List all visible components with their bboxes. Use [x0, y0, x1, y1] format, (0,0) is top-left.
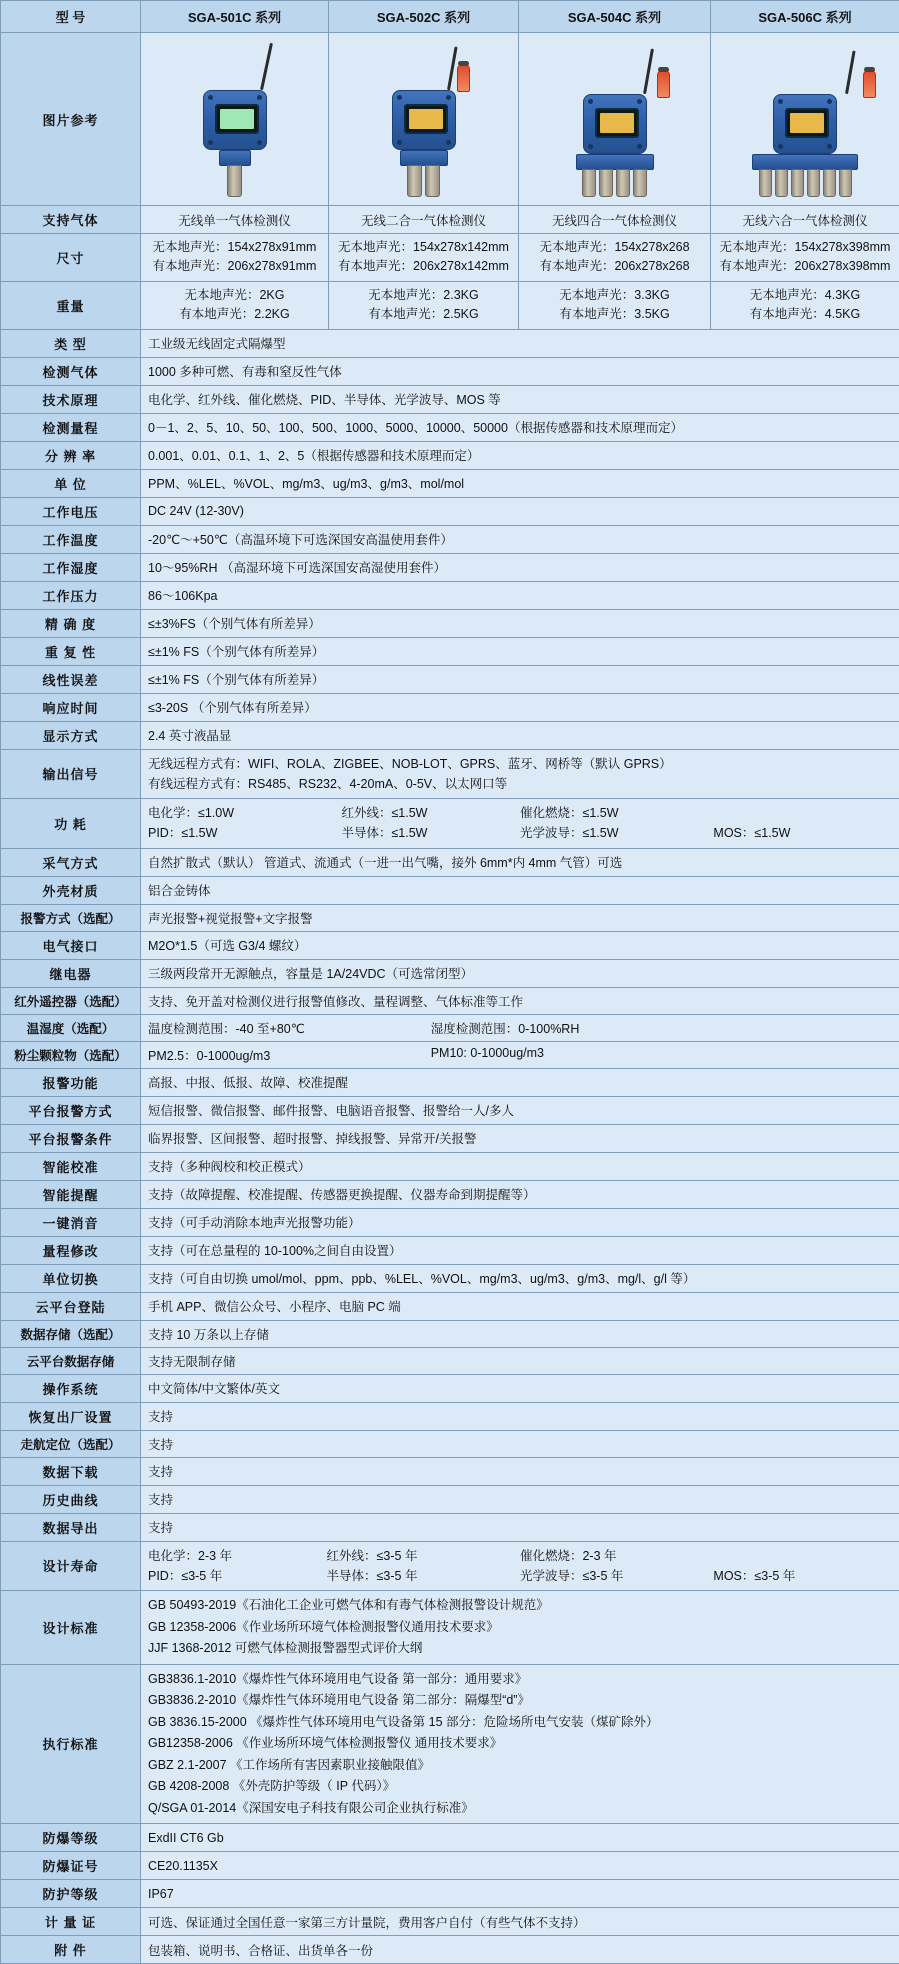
- row-value-resolution: 0.001、0.01、0.1、1、2、5（根据传感器和技术原理而定）: [141, 441, 899, 469]
- row-value-response-time: ≤3-20S （个别气体有所差异）: [141, 693, 899, 721]
- row-value-smart-reminder: 支持（故障提醒、校准提醒、传感器更换提醒、仪器寿命到期提醒等）: [141, 1180, 899, 1208]
- row-label-display: 显示方式: [1, 721, 141, 749]
- row-label-data-export: 数据导出: [1, 1513, 141, 1541]
- row-label-image-reference: 图片参考: [1, 33, 141, 206]
- row-label-relay: 继电器: [1, 959, 141, 987]
- design-standard-line-1: GB 50493-2019《石油化工企业可燃气体和有毒气体检测报警设计规范》: [148, 1595, 892, 1617]
- row-label-alarm-function: 报警功能: [1, 1068, 141, 1096]
- design-standard-line-2: GB 12358-2006《作业场所环境气体检测报警仪通用技术要求》: [148, 1617, 892, 1639]
- table-row-unit: [1, 469, 899, 497]
- header-model-506c: SGA-506C 系列: [711, 1, 899, 33]
- row-label-accuracy: 精 确 度: [1, 609, 141, 637]
- device-image-502c: [329, 33, 519, 206]
- table-row-exec-standard: [1, 1664, 899, 1824]
- row-label-platform-alarm-condition: 平台报警条件: [1, 1124, 141, 1152]
- row-label-response-time: 响应时间: [1, 693, 141, 721]
- row-label-design-life: 设计寿命: [1, 1541, 141, 1591]
- life-pid: PID：≤3-5 年: [148, 1566, 327, 1586]
- device-illustration-501c: [203, 90, 267, 197]
- row-value-linear-error: ≤±1% FS（个别气体有所差异）: [141, 665, 899, 693]
- row-label-metrology-cert: 计 量 证: [1, 1908, 141, 1936]
- device-body: [773, 94, 837, 154]
- table-row-resolution: [1, 441, 899, 469]
- size-501c-line1: 无本地声光：154x278x91mm: [148, 238, 321, 257]
- sensor-probe: [616, 169, 630, 197]
- row-label-power: 功 耗: [1, 799, 141, 849]
- row-value-cloud-storage: 支持无限制存储: [141, 1347, 899, 1374]
- table-row-type: [1, 329, 899, 357]
- power-optical: 光学波导：≤1.5W: [520, 823, 713, 843]
- table-row-cloud-login: [1, 1292, 899, 1320]
- table-row-linear-error: [1, 665, 899, 693]
- life-catalytic: 催化燃烧：2-3 年: [520, 1546, 713, 1566]
- row-label-operating-system: 操作系统: [1, 1374, 141, 1402]
- row-value-technology: 电化学、红外线、催化燃烧、PID、半导体、光学波导、MOS 等: [141, 385, 899, 413]
- size-501c-line2: 有本地声光：206x278x91mm: [148, 257, 321, 276]
- humidity-range: 湿度检测范围：0-100%RH: [431, 1019, 892, 1037]
- row-label-alarm-mode: 报警方式（选配）: [1, 904, 141, 931]
- row-label-exec-standard: 执行标准: [1, 1664, 141, 1824]
- row-value-alarm-function: 高报、中报、低报、故障、校准提醒: [141, 1068, 899, 1096]
- row-value-range: 0－1、2、5、10、50、100、500、1000、5000、10000、50000（根据传感器和技术原理而定）: [141, 413, 899, 441]
- power-line2: [148, 823, 892, 843]
- weight-502c-line1: 无本地声光：2.3KG: [336, 286, 511, 305]
- design-life-line2: [148, 1566, 892, 1586]
- device-manifold: [400, 150, 448, 166]
- table-row-weight: [1, 281, 899, 329]
- antenna-icon: [845, 50, 856, 94]
- row-label-factory-reset: 恢复出厂设置: [1, 1402, 141, 1430]
- sensor-probe: [839, 169, 852, 197]
- support-gas-502c: 无线二合一气体检测仪: [329, 206, 519, 234]
- row-label-data-storage: 数据存储（选配）: [1, 1320, 141, 1347]
- table-row-power: [1, 799, 899, 849]
- row-label-linear-error: 线性误差: [1, 665, 141, 693]
- exec-standard-line-7: Q/SGA 01-2014《深国安电子科技有限公司企业执行标准》: [148, 1798, 892, 1820]
- row-label-resolution: 分 辨 率: [1, 441, 141, 469]
- row-label-range: 检测量程: [1, 413, 141, 441]
- row-value-platform-alarm-mode: 短信报警、微信报警、邮件报警、电脑语音报警、报警给一人/多人: [141, 1096, 899, 1124]
- device-manifold: [752, 154, 858, 170]
- device-body: [392, 90, 456, 150]
- sensor-probe: [759, 169, 772, 197]
- row-label-design-standard: 设计标准: [1, 1591, 141, 1665]
- row-value-accessories: 包装箱、说明书、合格证、出货单各一份: [141, 1936, 899, 1964]
- weight-501c-line2: 有本地声光：2.2KG: [148, 305, 321, 324]
- table-row-work-pressure: [1, 581, 899, 609]
- row-label-smart-calibration: 智能校准: [1, 1152, 141, 1180]
- header-model-label: 型 号: [1, 1, 141, 33]
- table-row-platform-alarm-condition: [1, 1124, 899, 1152]
- row-label-temp-humidity-option: 温湿度（选配）: [1, 1014, 141, 1041]
- row-label-data-download: 数据下载: [1, 1457, 141, 1485]
- row-value-operating-system: 中文简体/中文繁体/英文: [141, 1374, 899, 1402]
- size-504c-line1: 无本地声光：154x278x268: [526, 238, 703, 257]
- exec-standard-line-4: GB12358-2006 《作业场所环境气体检测报警仪 通用技术要求》: [148, 1733, 892, 1755]
- row-label-work-humidity: 工作湿度: [1, 553, 141, 581]
- row-label-ir-remote: 红外遥控器（选配）: [1, 987, 141, 1014]
- device-sensors: [203, 165, 267, 197]
- table-row-smart-reminder: [1, 1180, 899, 1208]
- row-label-explosion-proof-grade: 防爆等级: [1, 1824, 141, 1852]
- row-label-electrical-interface: 电气接口: [1, 931, 141, 959]
- power-catalytic: 催化燃烧：≤1.5W: [520, 803, 713, 823]
- row-value-data-storage: 支持 10 万条以上存储: [141, 1320, 899, 1347]
- design-life-line1: [148, 1546, 892, 1566]
- row-label-work-pressure: 工作压力: [1, 581, 141, 609]
- weight-504c-line1: 无本地声光：3.3KG: [526, 286, 703, 305]
- table-row-data-download: [1, 1457, 899, 1485]
- row-value-accuracy: ≤±3%FS（个别气体有所差异）: [141, 609, 899, 637]
- table-row-mobile-positioning: [1, 1430, 899, 1457]
- row-label-platform-alarm-mode: 平台报警方式: [1, 1096, 141, 1124]
- row-label-dust-option: 粉尘颗粒物（选配）: [1, 1041, 141, 1068]
- table-row-repeatability: [1, 637, 899, 665]
- row-value-metrology-cert: 可选、保证通过全国任意一家第三方计量院，费用客户自付（有些气体不支持）: [141, 1908, 899, 1936]
- weight-506c-line1: 无本地声光：4.3KG: [718, 286, 892, 305]
- power-pid: PID：≤1.5W: [148, 823, 341, 843]
- sensor-probe: [791, 169, 804, 197]
- row-label-detect-gas: 检测气体: [1, 357, 141, 385]
- row-value-explosion-proof-cert: CE20.1135X: [141, 1852, 899, 1880]
- row-value-alarm-mode: 声光报警+视觉报警+文字报警: [141, 904, 899, 931]
- life-infrared: 红外线：≤3-5 年: [327, 1546, 520, 1566]
- power-infrared: 红外线：≤1.5W: [341, 803, 520, 823]
- row-label-sampling: 采气方式: [1, 848, 141, 876]
- row-label-support-gas: 支持气体: [1, 206, 141, 234]
- exec-standard-line-6: GB 4208-2008 《外壳防护等级（ IP 代码）》: [148, 1776, 892, 1798]
- support-gas-501c: 无线单一气体检测仪: [141, 206, 329, 234]
- row-label-protection-grade: 防护等级: [1, 1880, 141, 1908]
- exec-standard-line-1: GB3836.1-2010《爆炸性气体环境用电气设备 第一部分：通用要求》: [148, 1669, 892, 1691]
- table-row-dust-option: [1, 1041, 899, 1068]
- device-screen: [404, 104, 448, 134]
- header-model-502c: SGA-502C 系列: [329, 1, 519, 33]
- sensor-probe: [227, 165, 242, 197]
- size-502c-line2: 有本地声光：206x278x142mm: [336, 257, 511, 276]
- row-label-type: 类 型: [1, 329, 141, 357]
- support-gas-504c: 无线四合一气体检测仪: [519, 206, 711, 234]
- table-row-unit-switch: [1, 1264, 899, 1292]
- device-screen: [785, 108, 829, 138]
- weight-504c: [519, 281, 711, 329]
- row-label-explosion-proof-cert: 防爆证号: [1, 1852, 141, 1880]
- table-row-support-gas: [1, 206, 899, 234]
- device-screen: [215, 104, 259, 134]
- row-value-cloud-login: 手机 APP、微信公众号、小程序、电脑 PC 端: [141, 1292, 899, 1320]
- table-row-model: [1, 1, 899, 33]
- alarm-beacon-icon: [863, 70, 876, 98]
- weight-502c: [329, 281, 519, 329]
- row-value-data-download: 支持: [141, 1457, 899, 1485]
- device-sensors: [576, 169, 654, 197]
- row-value-design-life: [141, 1541, 899, 1591]
- sensor-probe: [582, 169, 596, 197]
- table-row-protection-grade: [1, 1880, 899, 1908]
- row-value-ir-remote: 支持、免开盖对检测仪进行报警值修改、量程调整、气体标准等工作: [141, 987, 899, 1014]
- row-value-sampling: 自然扩散式（默认） 管道式、流通式（一进一出气嘴，接外 6mm*内 4mm 气管）可选: [141, 848, 899, 876]
- table-row-design-life: [1, 1541, 899, 1591]
- sensor-probe: [599, 169, 613, 197]
- row-value-mobile-positioning: 支持: [141, 1430, 899, 1457]
- row-label-mobile-positioning: 走航定位（选配）: [1, 1430, 141, 1457]
- table-row-cloud-storage: [1, 1347, 899, 1374]
- support-gas-506c: 无线六合一气体检测仪: [711, 206, 899, 234]
- life-mos: MOS：≤3-5 年: [713, 1566, 892, 1586]
- device-body: [203, 90, 267, 150]
- life-semiconductor: 半导体：≤3-5 年: [327, 1566, 520, 1586]
- table-row-alarm-function: [1, 1068, 899, 1096]
- row-value-display: 2.4 英寸液晶显: [141, 721, 899, 749]
- table-row-technology: [1, 385, 899, 413]
- header-model-504c: SGA-504C 系列: [519, 1, 711, 33]
- device-manifold: [576, 154, 654, 170]
- row-value-temp-humidity-option: [141, 1014, 899, 1041]
- life-optical: 光学波导：≤3-5 年: [520, 1566, 713, 1586]
- sensor-probe: [407, 165, 422, 197]
- device-sensors: [752, 169, 858, 197]
- antenna-icon: [643, 48, 654, 94]
- table-row-work-temperature: [1, 525, 899, 553]
- size-502c-line1: 无本地声光：154x278x142mm: [336, 238, 511, 257]
- exec-standard-line-2: GB3836.2-2010《爆炸性气体环境用电气设备 第二部分：隔爆型“d”》: [148, 1690, 892, 1712]
- row-label-work-temperature: 工作温度: [1, 525, 141, 553]
- row-value-unit-switch: 支持（可自由切换 umol/mol、ppm、ppb、%LEL、%VOL、mg/m3、ug/m3、g/m3、mg/l、g/l 等）: [141, 1264, 899, 1292]
- device-image-506c: [711, 33, 899, 206]
- weight-506c: [711, 281, 899, 329]
- row-value-detect-gas: 1000 多种可燃、有毒和窒反性气体: [141, 357, 899, 385]
- table-row-design-standard: [1, 1591, 899, 1665]
- row-value-output-signal: [141, 749, 899, 799]
- table-row-sampling: [1, 848, 899, 876]
- device-screen: [595, 108, 639, 138]
- weight-504c-line2: 有本地声光：3.5KG: [526, 305, 703, 324]
- table-row-output-signal: [1, 749, 899, 799]
- antenna-icon: [260, 43, 273, 91]
- row-value-work-humidity: 10～95%RH （高湿环境下可选深国安高湿使用套件）: [141, 553, 899, 581]
- table-row-work-humidity: [1, 553, 899, 581]
- row-value-history-curve: 支持: [141, 1485, 899, 1513]
- row-value-range-modify: 支持（可在总量程的 10-100%之间自由设置）: [141, 1236, 899, 1264]
- table-row-display: [1, 721, 899, 749]
- pm10-range: PM10: 0-1000ug/m3: [431, 1046, 892, 1064]
- sensor-probe: [807, 169, 820, 197]
- header-model-501c: SGA-501C 系列: [141, 1, 329, 33]
- row-value-housing: 铝合金铸体: [141, 876, 899, 904]
- weight-501c-line1: 无本地声光：2KG: [148, 286, 321, 305]
- row-value-factory-reset: 支持: [141, 1402, 899, 1430]
- weight-506c-line2: 有本地声光：4.5KG: [718, 305, 892, 324]
- alarm-beacon-icon: [457, 64, 470, 92]
- weight-502c-line2: 有本地声光：2.5KG: [336, 305, 511, 324]
- row-label-range-modify: 量程修改: [1, 1236, 141, 1264]
- size-506c: [711, 234, 899, 282]
- size-502c: [329, 234, 519, 282]
- size-501c: [141, 234, 329, 282]
- power-blank: [713, 803, 892, 823]
- table-row-accessories: [1, 1936, 899, 1964]
- power-line1: [148, 803, 892, 823]
- device-image-501c: [141, 33, 329, 206]
- row-label-voltage: 工作电压: [1, 497, 141, 525]
- design-standard-line-3: JJF 1368-2012 可燃气体检测报警器型式评价大纲: [148, 1638, 892, 1660]
- device-body: [583, 94, 647, 154]
- row-value-unit: PPM、%LEL、%VOL、mg/m3、ug/m3、g/m3、mol/mol: [141, 469, 899, 497]
- pm25-range: PM2.5：0-1000ug/m3: [148, 1046, 431, 1064]
- weight-501c: [141, 281, 329, 329]
- power-mos: MOS：≤1.5W: [713, 823, 892, 843]
- row-label-repeatability: 重 复 性: [1, 637, 141, 665]
- output-signal-wireless: 无线远程方式有：WIFI、ROLA、ZIGBEE、NOB-LOT、GPRS、蓝牙、网桥等（默认 GPRS）: [148, 754, 892, 774]
- row-value-dust-option: [141, 1041, 899, 1068]
- alarm-beacon-icon: [657, 70, 670, 98]
- row-label-size: 尺寸: [1, 234, 141, 282]
- table-row-metrology-cert: [1, 1908, 899, 1936]
- table-row-relay: [1, 959, 899, 987]
- size-504c-line2: 有本地声光：206x278x268: [526, 257, 703, 276]
- table-row-accuracy: [1, 609, 899, 637]
- row-label-one-key-mute: 一键消音: [1, 1208, 141, 1236]
- row-value-data-export: 支持: [141, 1513, 899, 1541]
- row-value-work-pressure: 86～106Kpa: [141, 581, 899, 609]
- row-label-output-signal: 输出信号: [1, 749, 141, 799]
- table-row-size: [1, 234, 899, 282]
- antenna-icon: [447, 46, 458, 90]
- row-label-history-curve: 历史曲线: [1, 1485, 141, 1513]
- temp-range: 温度检测范围：-40 至+80℃: [148, 1019, 431, 1037]
- row-label-unit-switch: 单位切换: [1, 1264, 141, 1292]
- table-row-detect-gas: [1, 357, 899, 385]
- table-row-explosion-proof-cert: [1, 1852, 899, 1880]
- power-electrochemical: 电化学：≤1.0W: [148, 803, 341, 823]
- sensor-probe: [823, 169, 836, 197]
- row-value-design-standard: [141, 1591, 899, 1665]
- table-row-range: [1, 413, 899, 441]
- row-value-electrical-interface: M2O*1.5（可选 G3/4 螺纹）: [141, 931, 899, 959]
- row-value-protection-grade: IP67: [141, 1880, 899, 1908]
- table-row-smart-calibration: [1, 1152, 899, 1180]
- row-value-power: [141, 799, 899, 849]
- device-illustration-504c: [576, 94, 654, 197]
- table-row-ir-remote: [1, 987, 899, 1014]
- size-506c-line1: 无本地声光：154x278x398mm: [718, 238, 892, 257]
- table-row-range-modify: [1, 1236, 899, 1264]
- table-row-history-curve: [1, 1485, 899, 1513]
- life-blank: [713, 1546, 892, 1566]
- table-row-explosion-proof-grade: [1, 1824, 899, 1852]
- row-label-unit: 单 位: [1, 469, 141, 497]
- device-sensors: [392, 165, 456, 197]
- device-manifold: [219, 150, 251, 166]
- row-label-weight: 重量: [1, 281, 141, 329]
- output-signal-wired: 有线远程方式有：RS485、RS232、4-20mA、0-5V、以太网口等: [148, 774, 892, 794]
- row-label-cloud-login: 云平台登陆: [1, 1292, 141, 1320]
- table-row-voltage: [1, 497, 899, 525]
- device-image-504c: [519, 33, 711, 206]
- life-electrochemical: 电化学：2-3 年: [148, 1546, 327, 1566]
- row-value-smart-calibration: 支持（多种阀校和校正模式）: [141, 1152, 899, 1180]
- row-label-accessories: 附 件: [1, 1936, 141, 1964]
- row-value-relay: 三级两段常开无源触点，容量是 1A/24VDC（可选常闭型）: [141, 959, 899, 987]
- power-semiconductor: 半导体：≤1.5W: [341, 823, 520, 843]
- table-row-image-reference: [1, 33, 899, 206]
- table-row-response-time: [1, 693, 899, 721]
- device-illustration-502c: [392, 90, 456, 197]
- device-illustration-506c: [752, 94, 858, 197]
- sensor-probe: [775, 169, 788, 197]
- size-504c: [519, 234, 711, 282]
- table-row-operating-system: [1, 1374, 899, 1402]
- row-value-one-key-mute: 支持（可手动消除本地声光报警功能）: [141, 1208, 899, 1236]
- table-row-data-export: [1, 1513, 899, 1541]
- table-row-electrical-interface: [1, 931, 899, 959]
- table-row-data-storage: [1, 1320, 899, 1347]
- row-value-repeatability: ≤±1% FS（个别气体有所差异）: [141, 637, 899, 665]
- row-value-work-temperature: -20℃～+50℃（高温环境下可选深国安高温使用套件）: [141, 525, 899, 553]
- table-row-platform-alarm-mode: [1, 1096, 899, 1124]
- table-row-temp-humidity-option: [1, 1014, 899, 1041]
- row-label-housing: 外壳材质: [1, 876, 141, 904]
- table-row-housing: [1, 876, 899, 904]
- exec-standard-line-5: GBZ 2.1-2007 《工作场所有害因素职业接触限值》: [148, 1755, 892, 1777]
- row-label-cloud-storage: 云平台数据存储: [1, 1347, 141, 1374]
- exec-standard-line-3: GB 3836.15-2000 《爆炸性气体环境用电气设备第 15 部分：危险场所电气安装（煤矿除外）: [148, 1712, 892, 1734]
- row-value-type: 工业级无线固定式隔爆型: [141, 329, 899, 357]
- row-value-exec-standard: [141, 1664, 899, 1824]
- size-506c-line2: 有本地声光：206x278x398mm: [718, 257, 892, 276]
- row-label-technology: 技术原理: [1, 385, 141, 413]
- row-value-voltage: DC 24V (12-30V): [141, 497, 899, 525]
- row-value-explosion-proof-grade: ExdII CT6 Gb: [141, 1824, 899, 1852]
- row-value-platform-alarm-condition: 临界报警、区间报警、超时报警、掉线报警、异常开/关报警: [141, 1124, 899, 1152]
- sensor-probe: [633, 169, 647, 197]
- table-row-alarm-mode: [1, 904, 899, 931]
- table-row-one-key-mute: [1, 1208, 899, 1236]
- sensor-probe: [425, 165, 440, 197]
- row-label-smart-reminder: 智能提醒: [1, 1180, 141, 1208]
- table-row-factory-reset: [1, 1402, 899, 1430]
